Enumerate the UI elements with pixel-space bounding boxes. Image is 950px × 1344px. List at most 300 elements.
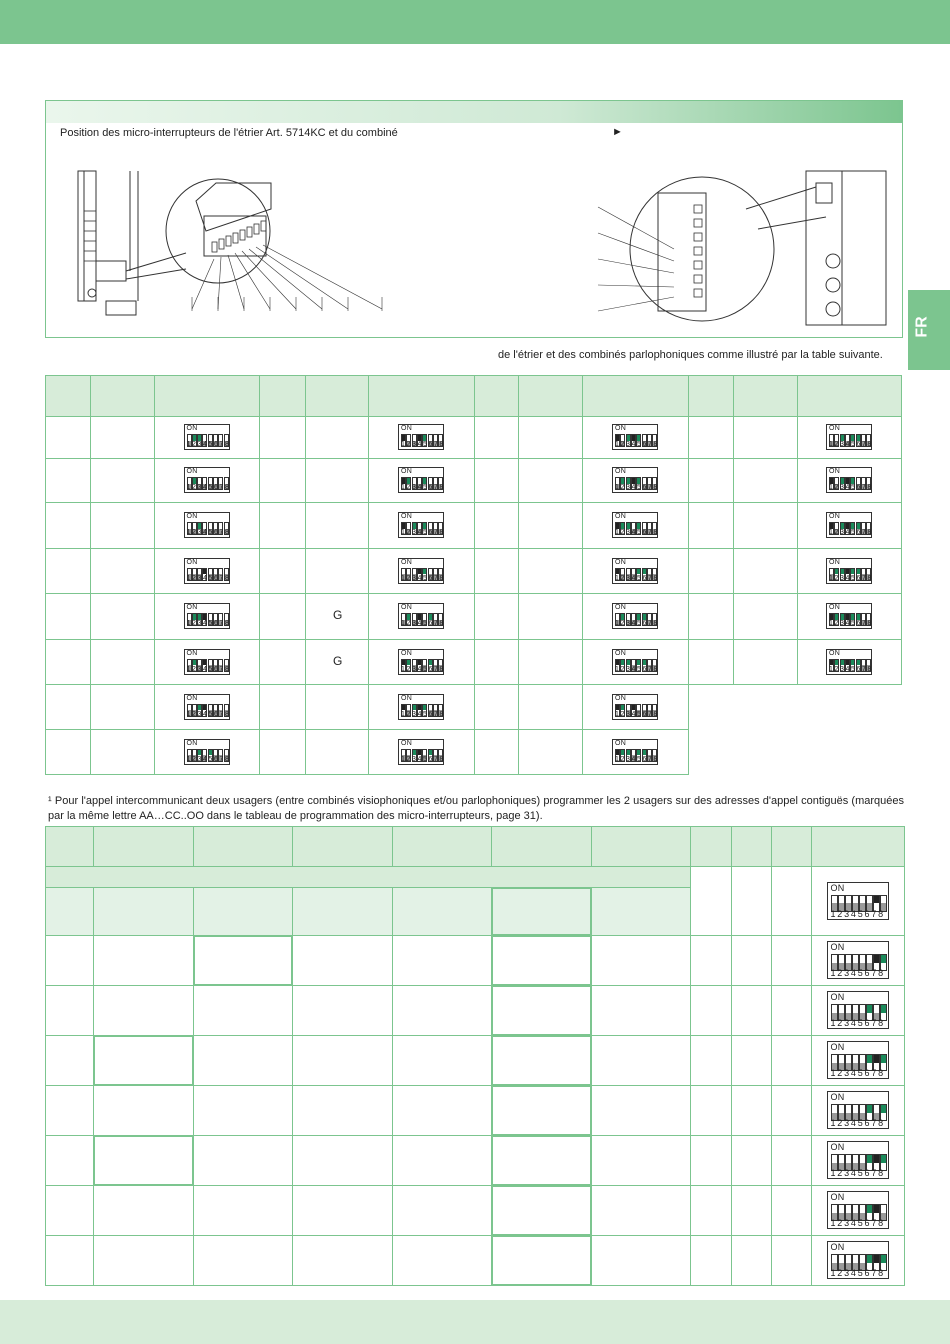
table1-cell bbox=[689, 549, 733, 593]
dip-toggle-knob bbox=[193, 435, 196, 441]
dip-toggle-knob bbox=[881, 1155, 886, 1163]
dip-switch bbox=[826, 649, 872, 675]
language-tab-label: FR bbox=[913, 316, 931, 338]
table1-cell bbox=[260, 685, 305, 729]
table1-cell bbox=[260, 417, 305, 458]
table1-cell bbox=[306, 549, 368, 593]
dip-toggle-knob bbox=[423, 435, 426, 441]
table2-cell bbox=[592, 1236, 690, 1285]
table1-header-cell bbox=[155, 376, 259, 416]
dip-switch bbox=[184, 512, 230, 538]
table1-cell bbox=[260, 503, 305, 548]
dip-toggle-knob bbox=[402, 523, 405, 529]
dip-toggle-knob bbox=[413, 523, 416, 529]
dip-switch bbox=[184, 424, 230, 450]
dip-toggle-knob bbox=[841, 614, 844, 620]
dip-position-numbers: 12345678 bbox=[615, 620, 659, 627]
bracket-dip-illustration bbox=[46, 101, 904, 339]
table1-cell bbox=[475, 549, 518, 593]
dip-switch bbox=[612, 739, 658, 765]
table1-cell bbox=[46, 459, 90, 502]
dip-toggle-knob bbox=[874, 1205, 879, 1213]
language-tab[interactable] bbox=[908, 290, 950, 370]
dip-toggle-knob bbox=[851, 614, 854, 620]
dip-on-label: ON bbox=[401, 604, 413, 611]
table2-header-cell bbox=[194, 827, 292, 866]
dip-toggle-knob bbox=[429, 614, 432, 620]
dip-switch bbox=[826, 603, 872, 629]
dip-toggle-knob bbox=[867, 1155, 872, 1163]
dip-toggle-knob bbox=[209, 750, 212, 756]
table1-cell bbox=[689, 594, 733, 639]
dip-position-numbers: 12345678 bbox=[615, 665, 659, 673]
table2-cell bbox=[393, 986, 491, 1035]
dip-toggle-knob bbox=[423, 569, 426, 575]
table1-cell bbox=[306, 503, 368, 548]
dip-toggle-knob bbox=[616, 705, 619, 711]
dip-toggle-knob bbox=[402, 660, 405, 666]
table2-subheader-cell bbox=[194, 888, 292, 935]
highlighted-cell bbox=[491, 1185, 592, 1236]
table2-cell bbox=[732, 1136, 771, 1185]
highlighted-cell bbox=[491, 1235, 592, 1286]
arrow-icon: ► bbox=[612, 126, 623, 138]
dip-toggle-knob bbox=[846, 478, 849, 484]
dip-on-label: ON bbox=[829, 468, 841, 475]
dip-position-numbers: 12345678 bbox=[829, 484, 873, 491]
dip-toggle-knob bbox=[627, 660, 630, 666]
table2-cell bbox=[194, 1086, 292, 1135]
dip-toggle-knob bbox=[198, 750, 201, 756]
highlighted-cell bbox=[491, 887, 592, 936]
dip-toggle-knob bbox=[846, 569, 849, 575]
dip-position-numbers: 12345678 bbox=[829, 529, 873, 536]
dip-position-numbers: 12345678 bbox=[830, 1118, 885, 1128]
dip-position-numbers: 12345678 bbox=[615, 529, 659, 536]
dip-toggle-knob bbox=[637, 435, 640, 441]
table1-cell bbox=[46, 549, 90, 593]
dip-on-label: ON bbox=[186, 649, 198, 657]
dip-toggle-knob bbox=[830, 614, 833, 620]
dip-switch bbox=[612, 694, 658, 720]
table1-cell bbox=[46, 640, 90, 684]
dip-toggle-knob bbox=[643, 750, 646, 756]
dip-toggle-knob bbox=[203, 614, 206, 620]
table2-cell bbox=[772, 1036, 811, 1085]
table1-cell bbox=[91, 730, 154, 774]
dip-toggle-knob bbox=[429, 660, 432, 666]
table2-subheader-cell bbox=[94, 888, 193, 935]
table1-cell bbox=[91, 594, 154, 639]
dip-toggle-knob bbox=[857, 660, 860, 666]
dip-switch bbox=[612, 603, 658, 629]
table2-header-cell bbox=[46, 827, 93, 866]
dip-toggle-knob bbox=[407, 478, 410, 484]
dip-on-label: ON bbox=[186, 694, 198, 702]
table2-header-cell bbox=[492, 827, 591, 866]
dip-position-numbers: 12345678 bbox=[615, 441, 659, 448]
dip-toggle-knob bbox=[616, 523, 619, 529]
table1-cell bbox=[306, 730, 368, 774]
table1-cell bbox=[46, 594, 90, 639]
dip-on-label: ON bbox=[401, 739, 413, 747]
dip-toggle-knob bbox=[621, 660, 624, 666]
table2-cell bbox=[46, 1236, 93, 1285]
table1-cell bbox=[91, 417, 154, 458]
dip-toggle-knob bbox=[841, 660, 844, 666]
table1-cell bbox=[46, 685, 90, 729]
dip-toggle-knob bbox=[643, 614, 646, 620]
dip-on-label: ON bbox=[186, 513, 198, 520]
dip-position-numbers: 12345678 bbox=[829, 441, 873, 448]
table2-header-cell bbox=[691, 827, 731, 866]
dip-toggle-knob bbox=[418, 614, 421, 620]
dip-on-label: ON bbox=[186, 558, 198, 566]
dip-switch bbox=[827, 1241, 889, 1279]
highlighted-cell bbox=[93, 1135, 194, 1186]
dip-toggle-knob bbox=[616, 569, 619, 575]
dip-toggle-knob bbox=[637, 569, 640, 575]
dip-toggle-knob bbox=[874, 955, 879, 963]
dip-switch bbox=[398, 739, 444, 765]
dip-toggle-knob bbox=[621, 523, 624, 529]
table2-cell bbox=[772, 1236, 811, 1285]
table2-cell bbox=[94, 986, 193, 1035]
table1-cell bbox=[734, 594, 797, 639]
dip-position-numbers: 12345678 bbox=[186, 710, 231, 718]
table2-header-cell bbox=[393, 827, 491, 866]
dip-switch bbox=[827, 1041, 889, 1079]
table2-cell bbox=[293, 1086, 392, 1135]
dip-toggle-knob bbox=[423, 523, 426, 529]
dip-position-numbers: 12345678 bbox=[830, 1168, 885, 1178]
table2-cell bbox=[293, 1036, 392, 1085]
table1-cell bbox=[519, 594, 582, 639]
table2-cell bbox=[393, 1136, 491, 1185]
table2-cell bbox=[393, 1186, 491, 1235]
bottom-banner bbox=[0, 1300, 950, 1344]
table2-cell bbox=[393, 1086, 491, 1135]
table1-cell bbox=[475, 640, 518, 684]
table1-header-cell bbox=[798, 376, 901, 416]
dip-toggle-knob bbox=[621, 705, 624, 711]
dip-toggle-knob bbox=[874, 1255, 879, 1263]
dip-toggle-knob bbox=[874, 896, 879, 904]
dip-toggle-knob bbox=[881, 1255, 886, 1263]
table2-cell bbox=[772, 1136, 811, 1185]
table1-cell bbox=[519, 730, 582, 774]
dip-position-numbers: 12345678 bbox=[615, 484, 659, 491]
dip-position-numbers: 12345678 bbox=[829, 574, 873, 582]
dip-toggle-knob bbox=[867, 1205, 872, 1213]
dip-switch bbox=[612, 424, 658, 450]
table2-cell bbox=[46, 986, 93, 1035]
table1-cell bbox=[734, 503, 797, 548]
dip-switch bbox=[398, 512, 444, 538]
table2-cell bbox=[393, 1036, 491, 1085]
table1-cell bbox=[260, 640, 305, 684]
dip-toggle-knob bbox=[407, 660, 410, 666]
table1-cell bbox=[306, 685, 368, 729]
dip-on-label: ON bbox=[615, 425, 627, 432]
table1-header-cell bbox=[519, 376, 582, 416]
table1-cell bbox=[519, 685, 582, 729]
table2-cell bbox=[393, 936, 491, 985]
dip-toggle-knob bbox=[867, 1055, 872, 1063]
dip-toggle-knob bbox=[835, 660, 838, 666]
table2-cell bbox=[592, 986, 690, 1035]
dip-toggle-knob bbox=[874, 1155, 879, 1163]
dip-switch bbox=[612, 512, 658, 538]
highlighted-cell bbox=[491, 1085, 592, 1136]
dip-on-label: ON bbox=[186, 425, 198, 432]
dip-switch bbox=[826, 512, 872, 538]
table2-cell bbox=[691, 986, 731, 1035]
dip-switch bbox=[612, 467, 658, 493]
table1-cell bbox=[91, 640, 154, 684]
dip-switch bbox=[184, 558, 230, 584]
dip-position-numbers: 12345678 bbox=[186, 665, 231, 673]
table1-cell bbox=[734, 459, 797, 502]
dip-toggle-knob bbox=[851, 660, 854, 666]
dip-switch bbox=[827, 1141, 889, 1179]
dip-switch bbox=[826, 467, 872, 493]
dip-position-numbers: 12345678 bbox=[186, 441, 231, 448]
dip-toggle-knob bbox=[621, 614, 624, 620]
dip-toggle-knob bbox=[203, 569, 206, 575]
table2-header-cell bbox=[732, 827, 771, 866]
dip-toggle-knob bbox=[418, 660, 421, 666]
dip-toggle-knob bbox=[632, 705, 635, 711]
dip-on-label: ON bbox=[615, 513, 627, 520]
dip-position-numbers: 12345678 bbox=[186, 484, 231, 491]
dip-position-numbers: 12345678 bbox=[401, 441, 445, 448]
dip-on-label: ON bbox=[615, 468, 627, 475]
dip-toggle-knob bbox=[627, 750, 630, 756]
table1-cell bbox=[475, 503, 518, 548]
dip-toggle-knob bbox=[418, 750, 421, 756]
table2-cell bbox=[732, 1236, 771, 1285]
table1-cell bbox=[519, 417, 582, 458]
dip-on-label: ON bbox=[401, 558, 413, 566]
top-banner bbox=[0, 0, 950, 44]
table2-cell bbox=[732, 1036, 771, 1085]
table2-cell bbox=[293, 936, 392, 985]
dip-toggle-knob bbox=[874, 1055, 879, 1063]
dip-toggle-knob bbox=[637, 523, 640, 529]
table1-cell bbox=[689, 730, 734, 777]
dip-switch bbox=[827, 1091, 889, 1129]
highlighted-cell bbox=[491, 935, 592, 986]
dip-toggle-knob bbox=[627, 523, 630, 529]
dip-switch bbox=[612, 558, 658, 584]
dip-position-numbers: 12345678 bbox=[186, 755, 231, 763]
dip-on-label: ON bbox=[401, 513, 413, 520]
table-caption: de l'étrier et des combinés parlophoniques comme illustré par la table suivante. bbox=[498, 349, 883, 361]
table2-cell bbox=[592, 1036, 690, 1085]
table2-cell bbox=[293, 1136, 392, 1185]
table2-cell bbox=[732, 867, 771, 935]
dip-on-label: ON bbox=[615, 558, 627, 566]
table2-cell bbox=[46, 1186, 93, 1235]
dip-on-label: ON bbox=[830, 882, 845, 893]
table1-cell bbox=[519, 503, 582, 548]
dip-position-numbers: 12345678 bbox=[401, 620, 445, 627]
table2-cell bbox=[94, 1186, 193, 1235]
dip-toggle-knob bbox=[857, 569, 860, 575]
dip-position-numbers: 12345678 bbox=[615, 574, 659, 582]
table2-cell bbox=[194, 1136, 292, 1185]
dip-on-label: ON bbox=[830, 1092, 845, 1102]
table2-cell bbox=[592, 1136, 690, 1185]
table1-cell bbox=[475, 730, 518, 774]
dip-on-label: ON bbox=[615, 649, 627, 657]
dip-toggle-knob bbox=[198, 523, 201, 529]
dip-on-label: ON bbox=[830, 942, 845, 952]
table1-cell bbox=[689, 459, 733, 502]
dip-toggle-knob bbox=[851, 435, 854, 441]
dip-toggle-knob bbox=[830, 478, 833, 484]
table2-cell bbox=[94, 1086, 193, 1135]
dip-position-numbers: 12345678 bbox=[401, 529, 445, 536]
table2-cell bbox=[732, 936, 771, 985]
dip-switch bbox=[398, 467, 444, 493]
dip-switch bbox=[398, 603, 444, 629]
dip-toggle-knob bbox=[830, 660, 833, 666]
table1-header-cell bbox=[306, 376, 368, 416]
table2-cell bbox=[194, 1186, 292, 1235]
dip-toggle-knob bbox=[413, 705, 416, 711]
dip-position-numbers: 12345678 bbox=[830, 968, 885, 978]
table1-cell bbox=[734, 549, 797, 593]
dip-switch bbox=[184, 739, 230, 765]
highlighted-cell bbox=[193, 935, 293, 986]
table2-header-cell bbox=[94, 827, 193, 866]
dip-position-numbers: 12345678 bbox=[830, 1018, 885, 1028]
table2-cell bbox=[46, 1086, 93, 1135]
table2-cell bbox=[691, 936, 731, 985]
dip-on-label: ON bbox=[830, 1042, 845, 1052]
dip-toggle-knob bbox=[881, 1055, 886, 1063]
table1-cell bbox=[91, 503, 154, 548]
table2-cell bbox=[772, 1086, 811, 1135]
table2-cell bbox=[691, 867, 731, 935]
dip-toggle-knob bbox=[616, 660, 619, 666]
table2-subheader-cell bbox=[293, 888, 392, 935]
table1-cell bbox=[519, 549, 582, 593]
highlighted-cell bbox=[491, 985, 592, 1036]
dip-position-numbers: 12345678 bbox=[615, 710, 659, 718]
dip-on-label: ON bbox=[829, 604, 841, 611]
table2-cell bbox=[772, 867, 811, 935]
dip-on-label: ON bbox=[401, 649, 413, 657]
dip-toggle-knob bbox=[621, 750, 624, 756]
table2-cell bbox=[592, 1186, 690, 1235]
dip-toggle-knob bbox=[857, 614, 860, 620]
dip-toggle-knob bbox=[402, 478, 405, 484]
dip-toggle-knob bbox=[402, 435, 405, 441]
illustration-panel bbox=[45, 100, 903, 338]
dip-toggle-knob bbox=[203, 705, 206, 711]
table1-cell bbox=[306, 417, 368, 458]
dip-toggle-knob bbox=[193, 478, 196, 484]
dip-toggle-knob bbox=[841, 569, 844, 575]
dip-toggle-knob bbox=[867, 1105, 872, 1113]
table2-cell bbox=[732, 1186, 771, 1235]
table1-cell bbox=[689, 640, 733, 684]
dip-toggle-knob bbox=[841, 523, 844, 529]
table1-cell bbox=[306, 459, 368, 502]
dip-toggle-knob bbox=[637, 750, 640, 756]
dip-toggle-knob bbox=[637, 614, 640, 620]
dip-toggle-knob bbox=[418, 569, 421, 575]
dip-toggle-knob bbox=[198, 435, 201, 441]
table2-cell bbox=[772, 1186, 811, 1235]
table2-cell bbox=[732, 1086, 771, 1135]
dip-switch bbox=[826, 424, 872, 450]
dip-toggle-knob bbox=[846, 660, 849, 666]
dip-switch bbox=[398, 649, 444, 675]
dip-toggle-knob bbox=[643, 569, 646, 575]
group-letter-label: G bbox=[333, 653, 343, 668]
dip-toggle-knob bbox=[643, 660, 646, 666]
dip-toggle-knob bbox=[637, 660, 640, 666]
dip-on-label: ON bbox=[830, 1142, 845, 1152]
dip-toggle-knob bbox=[835, 569, 838, 575]
dip-on-label: ON bbox=[615, 694, 627, 702]
dip-position-numbers: 12345678 bbox=[186, 574, 231, 582]
table2-cell bbox=[592, 1086, 690, 1135]
dip-toggle-knob bbox=[413, 750, 416, 756]
dip-toggle-knob bbox=[616, 435, 619, 441]
dip-switch bbox=[184, 694, 230, 720]
dip-toggle-knob bbox=[851, 569, 854, 575]
dip-switch bbox=[827, 941, 889, 979]
table2-cell bbox=[393, 1236, 491, 1285]
table1-cell bbox=[475, 685, 518, 729]
dip-toggle-knob bbox=[857, 435, 860, 441]
table1-header-cell bbox=[689, 376, 733, 416]
dip-on-label: ON bbox=[401, 694, 413, 702]
table2-cell bbox=[194, 1236, 292, 1285]
dip-on-label: ON bbox=[186, 468, 198, 475]
dip-toggle-knob bbox=[881, 1105, 886, 1113]
table2-cell bbox=[94, 936, 193, 985]
table2-cell bbox=[46, 1036, 93, 1085]
dip-switch bbox=[184, 649, 230, 675]
dip-switch bbox=[612, 649, 658, 675]
dip-toggle-knob bbox=[616, 750, 619, 756]
table1-cell bbox=[260, 594, 305, 639]
dip-toggle-knob bbox=[627, 478, 630, 484]
table2-cell bbox=[772, 936, 811, 985]
table2-cell bbox=[732, 986, 771, 1035]
dip-on-label: ON bbox=[401, 468, 413, 475]
table1-cell bbox=[734, 640, 797, 684]
dip-position-numbers: 12345678 bbox=[186, 529, 231, 536]
dip-on-label: ON bbox=[829, 425, 841, 432]
dip-position-numbers: 12345678 bbox=[830, 1068, 885, 1078]
table1-cell bbox=[689, 685, 734, 730]
table2-cell bbox=[94, 1236, 193, 1285]
dip-switch bbox=[398, 424, 444, 450]
dip-toggle-knob bbox=[418, 705, 421, 711]
table1-cell bbox=[475, 417, 518, 458]
table2-cell bbox=[46, 936, 93, 985]
table1-cell bbox=[519, 459, 582, 502]
table2-cell bbox=[691, 1236, 731, 1285]
table2-cell bbox=[293, 1186, 392, 1235]
